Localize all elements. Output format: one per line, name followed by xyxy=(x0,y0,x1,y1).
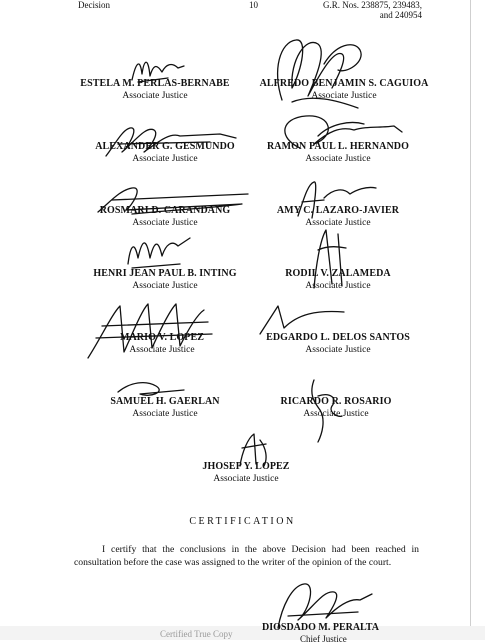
justice-title: Associate Justice xyxy=(311,91,377,101)
justice-title: Associate Justice xyxy=(305,154,371,164)
header-case-number xyxy=(312,0,422,20)
justice-name: RICARDO R. ROSARIO xyxy=(280,396,392,407)
justice-title: Associate Justice xyxy=(213,474,279,484)
header-case-number-line2: and 240954 xyxy=(379,10,422,20)
header-doc-type: Decision xyxy=(78,0,110,10)
justice-m-lopez xyxy=(62,332,262,356)
justice-name: JHOSEP Y. LOPEZ xyxy=(202,461,290,472)
justice-gaerlan xyxy=(65,396,265,420)
justice-name: EDGARDO L. DELOS SANTOS xyxy=(266,332,410,343)
justice-name: SAMUEL H. GAERLAN xyxy=(110,396,220,407)
signature-inting xyxy=(120,228,200,272)
justice-gesmundo xyxy=(65,141,265,165)
justice-caguioa xyxy=(244,78,444,102)
justice-j-lopez xyxy=(146,461,346,485)
justice-name: ALEXANDER G. GESMUNDO xyxy=(95,141,235,152)
justice-title: Associate Justice xyxy=(305,345,371,355)
justice-perlas-bernabe xyxy=(55,78,255,102)
justice-title: Associate Justice xyxy=(132,281,198,291)
justice-name: ESTELA M. PERLAS-BERNABE xyxy=(80,78,230,89)
justice-name: HENRI JEAN PAUL B. INTING xyxy=(93,268,237,279)
justice-name: ROSMARI D. CARANDANG xyxy=(99,205,231,216)
justice-title: Associate Justice xyxy=(132,409,198,419)
justice-name: RODIL V. ZALAMEDA xyxy=(285,268,391,279)
justice-hernando xyxy=(238,141,438,165)
certification-text: I certify that the conclusions in the above Decision had been reached in consultation before the case was assigned to the writer of the opinion of the court. xyxy=(74,544,419,568)
justice-title: Associate Justice xyxy=(305,281,371,291)
justice-title: Associate Justice xyxy=(305,218,371,228)
justice-name: ALFREDO BENJAMIN S. CAGUIOA xyxy=(259,78,429,89)
page-edge xyxy=(470,0,471,640)
justice-title: Associate Justice xyxy=(129,345,195,355)
justice-title: Associate Justice xyxy=(303,409,369,419)
chief-justice-title: Chief Justice xyxy=(300,634,347,644)
justice-rosario xyxy=(236,396,436,420)
justice-inting xyxy=(65,268,265,292)
justice-name: AMY C. LAZARO-JAVIER xyxy=(276,205,400,216)
page-bottom-edge xyxy=(0,626,485,640)
certified-true-copy-stamp: Certified True Copy xyxy=(160,629,233,639)
header-page-number: 10 xyxy=(249,0,258,10)
justice-zalameda xyxy=(238,268,438,292)
justice-name: MARIO V. LOPEZ xyxy=(119,332,205,343)
certification-heading: CERTIFICATION xyxy=(189,516,296,527)
justice-delos-santos xyxy=(238,332,438,356)
justice-title: Associate Justice xyxy=(132,154,198,164)
header-case-number-line1: G.R. Nos. 238875, 239483, xyxy=(322,0,422,10)
chief-justice-name: DIOSDADO M. PERALTA xyxy=(262,622,379,633)
justice-title: Associate Justice xyxy=(122,91,188,101)
certification-paragraph xyxy=(74,544,419,569)
justice-name: RAMON PAUL L. HERNANDO xyxy=(266,141,409,152)
justice-carandang xyxy=(65,205,265,229)
justice-lazaro-javier xyxy=(238,205,438,229)
justice-title: Associate Justice xyxy=(132,218,198,228)
